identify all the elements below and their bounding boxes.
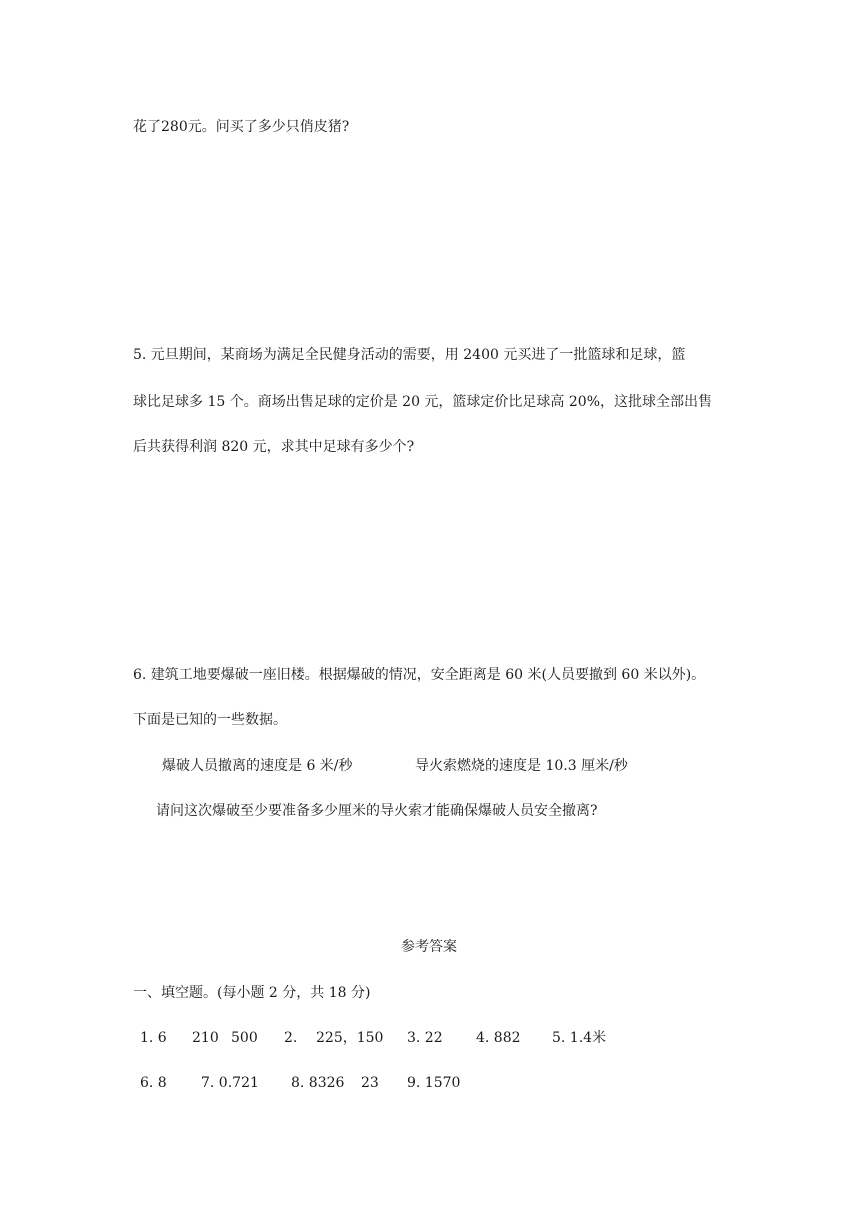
answer-6: 6. 8	[140, 1075, 167, 1091]
answer-2-number: 2.	[284, 1030, 298, 1046]
question-6-line-2: 下面是已知的一些数据。	[133, 712, 287, 728]
answer-1a: 1. 6	[140, 1030, 167, 1046]
answer-5: 5. 1.4米	[552, 1030, 607, 1046]
question-6-fact-right: 导火索燃烧的速度是 10.3 厘米/秒	[415, 758, 628, 774]
question-5-line-2: 球比足球多 15 个。商场出售足球的定价是 20 元，篮球定价比足球高 20%，这批球全部出售	[133, 394, 712, 410]
question-6-line-1: 6. 建筑工地要爆破一座旧楼。根据爆破的情况，安全距离是 60 米(人员要撤到 60 米以外)。	[133, 667, 706, 683]
answer-8a: 8. 8326	[291, 1075, 345, 1091]
question-6-question: 请问这次爆破至少要准备多少厘米的导火索才能确保爆破人员安全撤离?	[156, 803, 598, 819]
question-6-fact-left: 爆破人员撤离的速度是 6 米/秒	[162, 758, 353, 774]
answer-8b: 23	[361, 1075, 379, 1091]
answer-7: 7. 0.721	[201, 1075, 259, 1091]
question-5-line-1: 5. 元旦期间，某商场为满足全民健身活动的需要，用 2400 元买进了一批篮球和足球，篮	[133, 347, 686, 363]
answer-2: 225，150	[316, 1030, 384, 1046]
answer-1c: 500	[231, 1030, 258, 1046]
answer-section-1-heading: 一、填空题。(每小题 2 分，共 18 分)	[133, 985, 371, 1001]
answer-key-title: 参考答案	[401, 939, 457, 955]
answer-3: 3. 22	[407, 1030, 443, 1046]
answer-9: 9. 1570	[407, 1075, 461, 1091]
question-5-line-3: 后共获得利润 820 元，求其中足球有多少个?	[133, 439, 415, 455]
question-4-continuation: 花了280元。问买了多少只俏皮猪?	[133, 119, 350, 135]
answer-1b: 210	[192, 1030, 219, 1046]
answer-4: 4. 882	[476, 1030, 521, 1046]
